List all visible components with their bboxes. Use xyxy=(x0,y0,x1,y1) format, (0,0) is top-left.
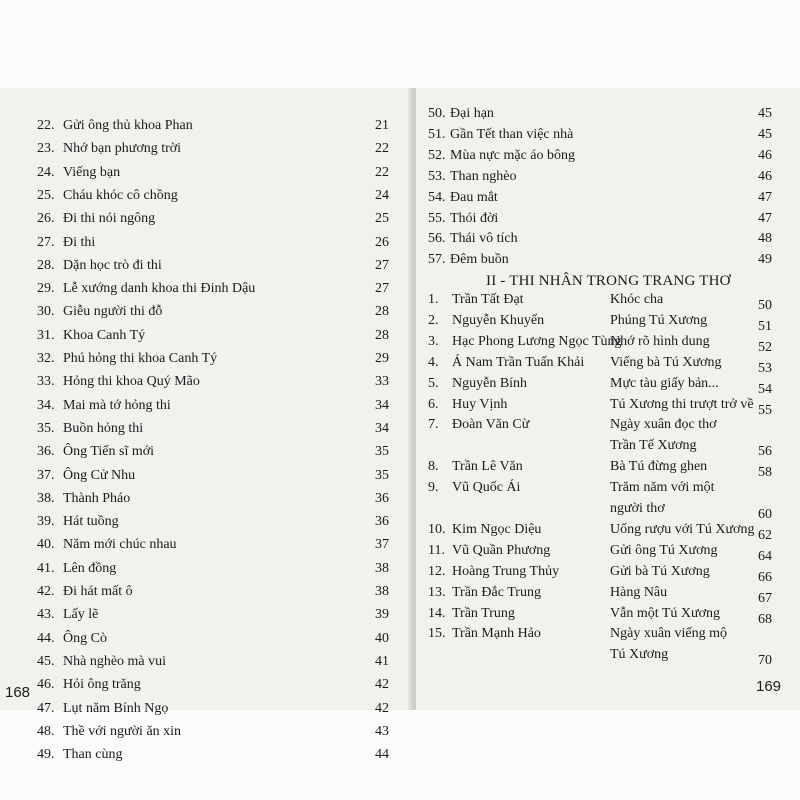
page-number: 169 xyxy=(756,678,782,695)
toc-entry-number: 45. xyxy=(37,653,55,669)
poem-title: Hàng Nâu xyxy=(610,584,668,600)
poem-page: 68 xyxy=(758,611,772,627)
poem-title: Ngày xuân viếng mộ xyxy=(610,626,728,642)
toc-entry-page: 44 xyxy=(375,747,389,763)
toc-entry-title: Mùa nực mặc áo bông xyxy=(450,147,575,163)
poem-page: 54 xyxy=(758,381,772,397)
toc-entry-number: 23. xyxy=(37,141,55,157)
toc-entry-page: 42 xyxy=(375,700,389,716)
poet-number: 10. xyxy=(428,521,446,537)
poem-page: 51 xyxy=(758,318,772,334)
toc-entry-title: Đi hát mất ô xyxy=(63,584,133,599)
poet-author: Trần Lê Văn xyxy=(452,459,523,475)
poet-author: Hạc Phong Lương Ngọc Tùng xyxy=(452,333,622,349)
left-page xyxy=(0,88,412,763)
poem-page: 56 xyxy=(758,444,772,460)
toc-entry-page: 47 xyxy=(758,210,772,226)
toc-entry-title: Buồn hỏng thi xyxy=(63,420,144,436)
poem-title: Gửi ông Tú Xương xyxy=(610,542,718,558)
toc-entry-page: 21 xyxy=(375,118,389,133)
toc-entry-number: 48. xyxy=(37,723,55,739)
poem-title: Khóc cha xyxy=(610,292,664,307)
page-number: 168 xyxy=(5,684,31,701)
toc-entry-page: 46 xyxy=(758,168,772,184)
poet-author: Trần Đắc Trung xyxy=(452,584,541,600)
poet-number: 2. xyxy=(428,312,439,328)
toc-entry-number: 38. xyxy=(37,490,55,506)
poem-title: Tú Xương thi trượt trở về xyxy=(610,396,754,412)
poet-author: Huy Vịnh xyxy=(452,396,508,412)
toc-entry-page: 45 xyxy=(758,106,772,121)
toc-entry-page: 24 xyxy=(375,187,389,203)
toc-entry-page: 34 xyxy=(375,397,389,413)
toc-entry-title: Đại hạn xyxy=(450,106,494,121)
toc-entry-number: 35. xyxy=(37,420,55,436)
toc-entry-number: 31. xyxy=(37,327,55,343)
toc-entry-title: Lên đồng xyxy=(63,560,117,576)
toc-entry-number: 27. xyxy=(37,234,55,250)
toc-entry-page: 29 xyxy=(375,351,389,366)
poet-author: Á Nam Trần Tuấn Khải xyxy=(452,354,585,370)
toc-entry-number: 22. xyxy=(37,118,55,133)
toc-entry-number: 29. xyxy=(37,281,55,297)
toc-entry-title: Gần Tết than việc nhà xyxy=(450,126,574,142)
poem-page: 62 xyxy=(758,527,772,543)
poet-author: Trần Trung xyxy=(452,605,515,621)
poem-title: Phúng Tú Xương xyxy=(610,312,708,328)
toc-entry-title: Thái vô tích xyxy=(450,231,518,247)
toc-entry-page: 27 xyxy=(375,257,389,273)
toc-entry-title: Viếng bạn xyxy=(63,164,121,180)
poem-page: 50 xyxy=(758,298,772,313)
toc-entry-title: Đi thi xyxy=(63,234,96,250)
poem-title: Viếng bà Tú Xương xyxy=(610,354,722,370)
section-title: II - THI NHÂN TRONG TRANG THƠ xyxy=(486,273,731,289)
poem-title: Ngày xuân đọc thơ xyxy=(610,417,717,433)
poem-title: Uống rượu với Tú Xương xyxy=(610,521,755,537)
toc-entry-page: 28 xyxy=(375,327,389,343)
toc-entry-number: 26. xyxy=(37,211,55,227)
poet-number: 12. xyxy=(428,563,446,579)
poet-number: 9. xyxy=(428,480,439,496)
toc-entry-number: 53. xyxy=(428,168,446,184)
poet-author: Trần Tất Đạt xyxy=(452,292,524,307)
toc-entry-page: 38 xyxy=(375,584,389,599)
toc-entry-page: 25 xyxy=(375,211,389,227)
poem-page: 66 xyxy=(758,569,772,585)
toc-entry-number: 49. xyxy=(37,747,55,763)
toc-entry-page: 38 xyxy=(375,560,389,576)
toc-entry-number: 41. xyxy=(37,560,55,576)
poem-title: Mực tàu giấy bản... xyxy=(610,375,719,391)
toc-entry-title: Phú hỏng thi khoa Canh Tý xyxy=(63,351,218,366)
toc-entry-title: Đau mắt xyxy=(450,189,498,205)
poet-author: Nguyễn Bính xyxy=(452,375,528,391)
poet-author: Nguyễn Khuyến xyxy=(452,312,545,328)
open-book xyxy=(0,88,800,763)
toc-entry-number: 52. xyxy=(428,147,446,163)
poet-number: 8. xyxy=(428,459,439,475)
poet-number: 7. xyxy=(428,417,439,433)
toc-entry-number: 51. xyxy=(428,126,446,142)
toc-entry-number: 30. xyxy=(37,304,55,320)
right-page xyxy=(416,88,800,710)
toc-entry-page: 49 xyxy=(758,252,772,268)
poet-author: Kim Ngọc Diệu xyxy=(452,521,542,537)
toc-entry-page: 43 xyxy=(375,723,389,739)
poem-page: 58 xyxy=(758,465,772,481)
toc-entry-title: Hỏng thi khoa Quý Mão xyxy=(63,374,200,390)
poem-page: 67 xyxy=(758,590,772,606)
toc-entry-title: Hỏi ông trăng xyxy=(63,677,141,693)
toc-entry-title: Đêm buồn xyxy=(450,252,509,268)
toc-entry-number: 55. xyxy=(428,210,446,226)
poet-number: 1. xyxy=(428,292,439,307)
poet-number: 5. xyxy=(428,375,439,391)
toc-entry-number: 56. xyxy=(428,231,446,247)
poem-title: Nhớ rõ hình dung xyxy=(610,333,710,349)
poem-page: 55 xyxy=(758,402,772,418)
toc-entry-title: Hát tuồng xyxy=(63,514,119,530)
toc-entry-title: Năm mới chúc nhau xyxy=(63,537,177,553)
toc-entry-title: Ông Cử Nhu xyxy=(63,467,136,483)
toc-entry-page: 34 xyxy=(375,420,389,436)
toc-entry-title: Ông Tiến sĩ mới xyxy=(63,444,155,460)
toc-entry-title: Khoa Canh Tý xyxy=(63,327,146,343)
toc-entry-title: Lụt năm Bính Ngọ xyxy=(63,700,169,716)
toc-entry-number: 33. xyxy=(37,374,55,390)
toc-entry-title: Than nghèo xyxy=(450,168,517,184)
toc-entry-page: 35 xyxy=(375,467,389,483)
poet-number: 13. xyxy=(428,584,446,600)
poem-page: 60 xyxy=(758,507,772,522)
toc-entry-title: Thành Pháo xyxy=(63,490,131,506)
poet-number: 11. xyxy=(428,542,445,558)
toc-entry-number: 47. xyxy=(37,700,55,716)
toc-entry-number: 39. xyxy=(37,514,55,530)
toc-entry-title: Thói đời xyxy=(450,210,499,226)
toc-entry-number: 32. xyxy=(37,351,55,366)
toc-entry-page: 42 xyxy=(375,677,389,693)
toc-entry-page: 35 xyxy=(375,444,389,460)
poet-author: Đoàn Văn Cừ xyxy=(452,417,530,433)
toc-entry-title: Mai mà tớ hỏng thi xyxy=(63,397,171,413)
poem-title: Gửi bà Tú Xương xyxy=(610,563,710,579)
toc-entry-number: 40. xyxy=(37,537,55,553)
toc-entry-page: 41 xyxy=(375,653,389,669)
toc-entry-page: 33 xyxy=(375,374,389,390)
toc-entry-number: 57. xyxy=(428,252,446,268)
toc-entry-title: Nhà nghèo mà vui xyxy=(63,653,167,669)
toc-entry-title: Nhớ bạn phương trời xyxy=(63,141,182,157)
toc-entry-number: 44. xyxy=(37,630,55,646)
toc-entry-title: Gửi ông thủ khoa Phan xyxy=(63,118,193,133)
poet-author: Vũ Quốc Ái xyxy=(452,480,521,496)
toc-entry-page: 36 xyxy=(375,514,389,530)
toc-entry-page: 46 xyxy=(758,147,772,163)
poem-title: Trần Tế Xương xyxy=(610,438,697,454)
toc-entry-number: 28. xyxy=(37,257,55,273)
poem-title: Vẫn một Tú Xương xyxy=(610,605,721,621)
poet-number: 3. xyxy=(428,333,439,349)
poet-author: Trần Mạnh Hảo xyxy=(452,626,541,642)
toc-entry-number: 43. xyxy=(37,607,55,623)
toc-entry-number: 24. xyxy=(37,164,55,180)
toc-entry-page: 39 xyxy=(375,607,389,623)
toc-entry-number: 25. xyxy=(37,187,55,203)
poet-number: 6. xyxy=(428,396,439,412)
toc-entry-title: Cháu khóc cô chồng xyxy=(63,187,178,203)
toc-entry-page: 27 xyxy=(375,281,389,297)
toc-entry-number: 34. xyxy=(37,397,55,413)
poem-page: 70 xyxy=(758,653,772,669)
poem-title: Trăm năm với một xyxy=(610,480,715,496)
toc-entry-title: Dặn học trò đi thi xyxy=(63,257,162,273)
toc-entry-page: 47 xyxy=(758,189,772,205)
toc-entry-title: Lễ xướng danh khoa thi Đinh Dậu xyxy=(63,281,256,297)
toc-entry-title: Than cùng xyxy=(63,747,123,763)
toc-entry-page: 22 xyxy=(375,164,389,180)
poet-author: Hoàng Trung Thủy xyxy=(452,563,560,579)
poet-author: Vũ Quần Phương xyxy=(452,542,551,558)
toc-entry-page: 22 xyxy=(375,141,389,157)
toc-entry-page: 26 xyxy=(375,234,389,250)
toc-entry-title: Thề với người ăn xin xyxy=(63,723,182,739)
poem-page: 64 xyxy=(758,548,772,564)
toc-entry-number: 54. xyxy=(428,189,446,205)
toc-entry-title: Ông Cò xyxy=(63,630,107,646)
toc-entry-title: Giễu người thi đỗ xyxy=(63,304,163,320)
toc-entry-number: 46. xyxy=(37,677,55,693)
toc-entry-title: Lấy lẽ xyxy=(63,607,99,623)
toc-entry-number: 50. xyxy=(428,106,446,121)
toc-entry-number: 36. xyxy=(37,444,55,460)
poem-title: người thơ xyxy=(610,501,665,516)
toc-entry-title: Đi thi nói ngông xyxy=(63,211,156,227)
toc-entry-page: 48 xyxy=(758,231,772,247)
poet-number: 14. xyxy=(428,605,446,621)
poem-page: 53 xyxy=(758,360,772,376)
toc-entry-page: 45 xyxy=(758,126,772,142)
poem-page: 52 xyxy=(758,339,772,355)
poem-title: Bà Tú đừng ghen xyxy=(610,459,708,475)
poet-number: 4. xyxy=(428,354,439,370)
toc-entry-number: 37. xyxy=(37,467,55,483)
toc-entry-page: 36 xyxy=(375,490,389,506)
poet-number: 15. xyxy=(428,626,446,642)
toc-entry-page: 40 xyxy=(375,630,389,646)
toc-entry-number: 42. xyxy=(37,584,55,599)
poem-title: Tú Xương xyxy=(610,647,669,663)
toc-entry-page: 37 xyxy=(375,537,389,553)
toc-entry-page: 28 xyxy=(375,304,389,320)
